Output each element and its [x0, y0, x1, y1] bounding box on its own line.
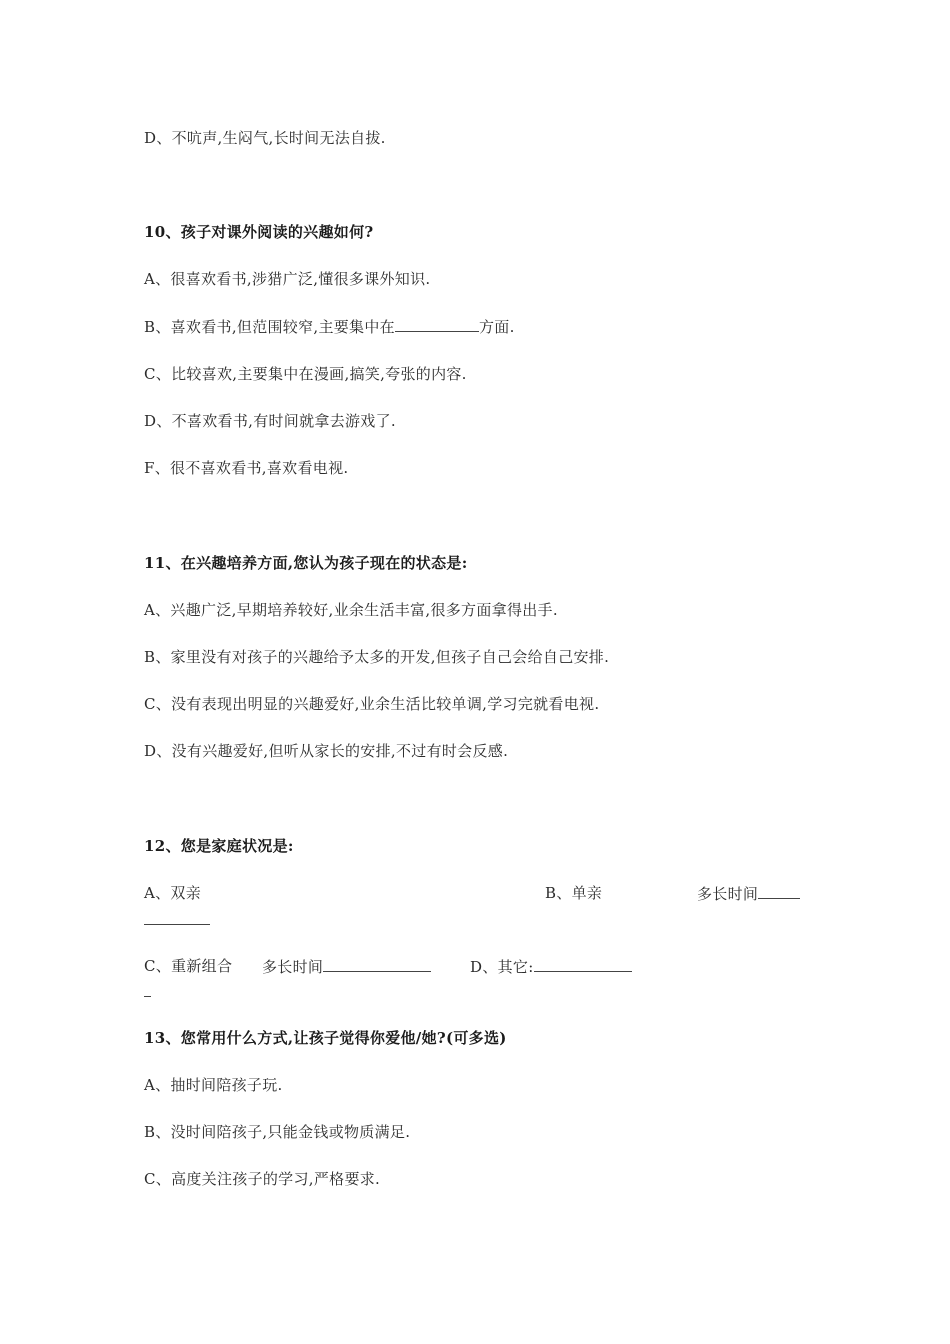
q12-option-b-duration	[697, 883, 800, 904]
q11-option-a: A、兴趣广泛,早期培养较好,业余生活丰富,很多方面拿得出手.	[144, 601, 558, 619]
q12-option-c-duration	[262, 956, 431, 977]
q10-option-c: C、比较喜欢,主要集中在漫画,搞笑,夸张的内容.	[144, 365, 467, 383]
q12-option-a: A、双亲	[144, 884, 202, 902]
q13-option-c: C、高度关注孩子的学习,严格要求.	[144, 1170, 381, 1188]
q11-option-d: D、没有兴趣爱好,但听从家长的安排,不过有时会反感.	[144, 742, 509, 760]
q12-option-b-duration-blank[interactable]	[758, 883, 800, 899]
q12-title: 12、您是家庭状况是:	[144, 837, 294, 855]
q12-option-d-blank[interactable]	[534, 956, 632, 972]
q11-option-b: B、家里没有对孩子的兴趣给予太多的开发,但孩子自己会给自己安排.	[144, 648, 610, 666]
q12-option-b: B、单亲	[545, 884, 603, 902]
q10-option-a: A、很喜欢看书,涉猎广泛,懂很多课外知识.	[144, 270, 431, 288]
q13-option-b: B、没时间陪孩子,只能金钱或物质满足.	[144, 1123, 411, 1141]
q10-option-b-suffix: 方面.	[478, 318, 515, 336]
q10-option-b	[144, 316, 515, 337]
q10-option-b-blank[interactable]	[395, 316, 479, 332]
q12-option-d	[470, 956, 632, 977]
q12-option-d-label: D、其它:	[470, 958, 534, 976]
q10-option-d: D、不喜欢看书,有时间就拿去游戏了.	[144, 412, 396, 430]
q12-option-b-duration-blank-continued[interactable]	[144, 906, 210, 925]
q12-option-c-duration-blank[interactable]	[323, 956, 431, 972]
q10-option-f: F、很不喜欢看书,喜欢看电视.	[144, 459, 349, 477]
q9-option-d: D、不吭声,生闷气,长时间无法自拔.	[144, 129, 386, 147]
q11-title: 11、在兴趣培养方面,您认为孩子现在的状态是:	[144, 554, 468, 572]
q12-option-b-duration-label: 多长时间	[697, 885, 759, 903]
q11-option-c: C、没有表现出明显的兴趣爱好,业余生活比较单调,学习完就看电视.	[144, 695, 600, 713]
q12-option-c-duration-label: 多长时间	[262, 958, 324, 976]
q13-title: 13、您常用什么方式,让孩子觉得你爱他/她?(可多选)	[144, 1029, 507, 1047]
q10-title: 10、孩子对课外阅读的兴趣如何?	[144, 223, 374, 241]
q10-option-b-text: B、喜欢看书,但范围较窄,主要集中在	[144, 318, 395, 336]
q13-option-a: A、抽时间陪孩子玩.	[144, 1076, 283, 1094]
q12-option-d-blank-continued[interactable]	[144, 979, 151, 997]
q12-option-c: C、重新组合	[144, 957, 233, 975]
